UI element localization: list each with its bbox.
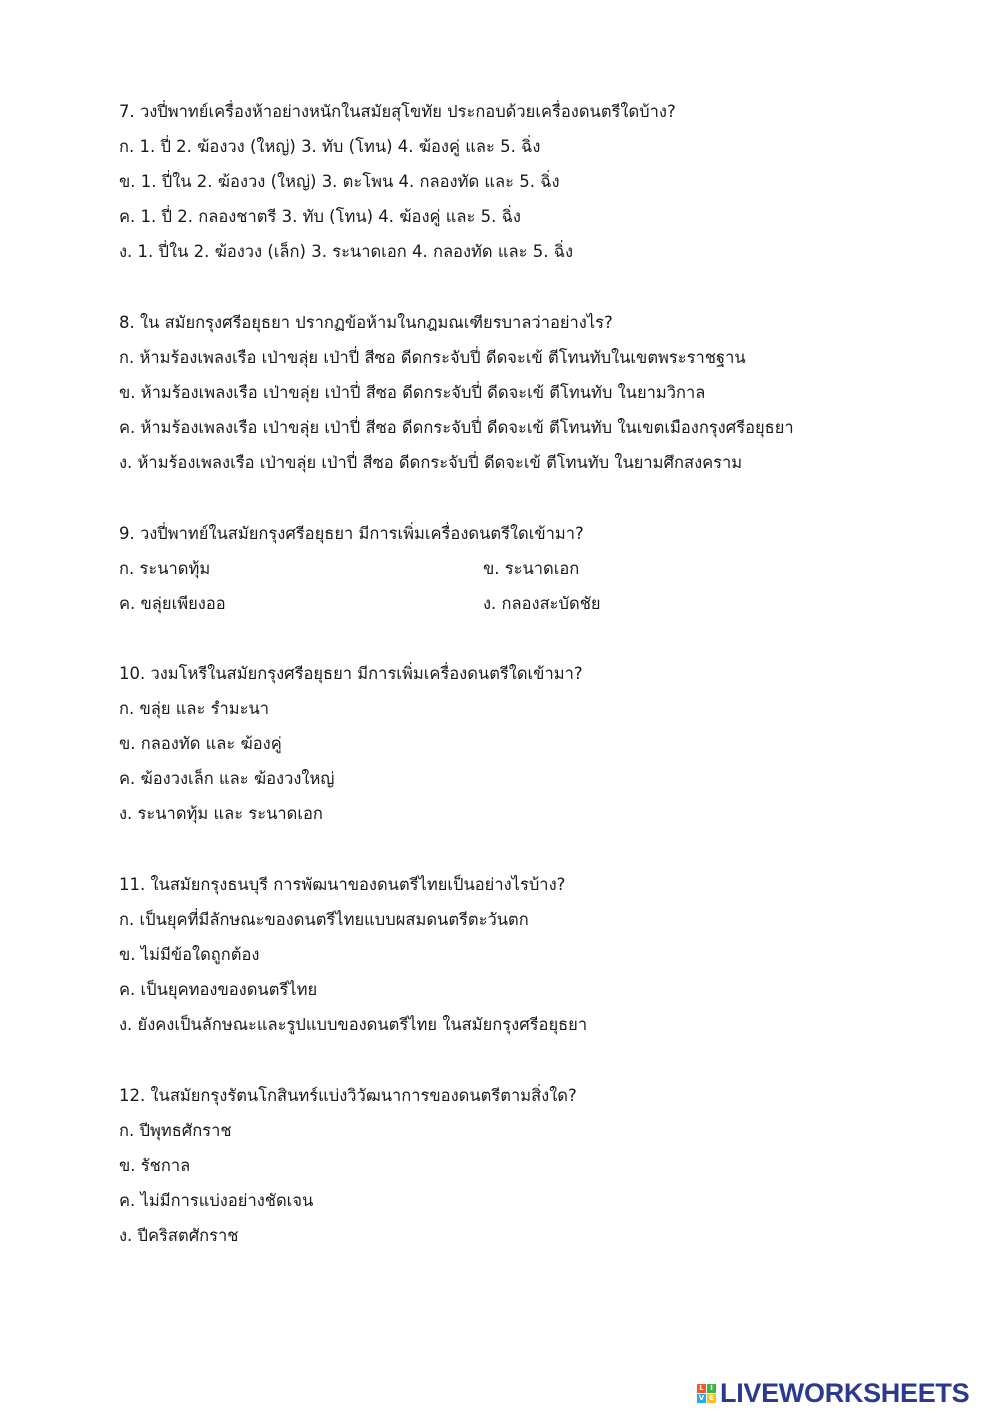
logo-mark-icon	[697, 1384, 716, 1403]
question-text: 10. วงมโหรีในสมัยกรุงศรีอยุธยา มีการเพิ่มเครื่องดนตรีใดเข้ามา?	[119, 664, 583, 683]
option-c[interactable]: ค. ฆ้องวงเล็ก และ ฆ้องวงใหญ่	[119, 769, 335, 788]
question-text: 11. ในสมัยกรุงธนบุรี การพัฒนาของดนตรีไทยเป็นอย่างไรบ้าง?	[119, 875, 566, 894]
option-c[interactable]: ค. ขลุ่ยเพียงออ	[119, 594, 226, 613]
logo-letter: V	[698, 1393, 705, 1402]
logo-text: LIVEWORKSHEETS	[720, 1377, 970, 1408]
option-c[interactable]: ค. ห้ามร้องเพลงเรือ เป่าขลุ่ย เป่าปี่ สีซอ ดีดกระจับปี่ ดีดจะเข้ ตีโทนทับ ในเขตเมืองกรุงศรีอยุธยา	[119, 418, 794, 437]
option-c[interactable]: ค. เป็นยุคทองของดนตรีไทย	[119, 980, 318, 999]
logo-letter: E	[707, 1394, 716, 1403]
option-d[interactable]: ง. กลองสะบัดชัย	[483, 594, 601, 613]
option-c[interactable]: ค. 1. ปี่ 2. กลองชาตรี 3. ทับ (โทน) 4. ฆ้องคู่ และ 5. ฉิ่ง	[119, 207, 521, 226]
options-row	[119, 551, 979, 586]
option-a[interactable]: ก. ห้ามร้องเพลงเรือ เป่าขลุ่ย เป่าปี่ สีซอ ดีดกระจับปี่ ดีดจะเข้ ตีโทนทับในเขตพระราชฐาน	[119, 348, 746, 367]
question-text: 9. วงปี่พาทย์ในสมัยกรุงศรีอยุธยา มีการเพิ่มเครื่องดนตรีใดเข้ามา?	[119, 524, 584, 543]
liveworksheets-logo	[697, 1378, 969, 1408]
options-row	[119, 586, 979, 621]
option-b[interactable]: ข. ห้ามร้องเพลงเรือ เป่าขลุ่ย เป่าปี่ สีซอ ดีดกระจับปี่ ดีดจะเข้ ตีโทนทับ ในยามวิกาล	[119, 383, 706, 402]
option-a[interactable]: ก. ปีพุทธศักราช	[119, 1121, 232, 1140]
option-d[interactable]: ง. ยังคงเป็นลักษณะและรูปแบบของดนตรีไทย ในสมัยกรุงศรีอยุธยา	[119, 1015, 588, 1034]
question-11	[119, 867, 979, 1042]
option-b[interactable]: ข. 1. ปี่ใน 2. ฆ้องวง (ใหญ่) 3. ตะโพน 4. กลองทัด และ 5. ฉิ่ง	[119, 172, 560, 191]
question-9	[119, 516, 979, 621]
question-text: 7. วงปี่พาทย์เครื่องห้าอย่างหนักในสมัยสุโขทัย ประกอบด้วยเครื่องดนตรีใดบ้าง?	[119, 102, 676, 121]
option-b[interactable]: ข. รัชกาล	[119, 1156, 191, 1175]
logo-letter: I	[707, 1384, 716, 1393]
option-b[interactable]: ข. ไม่มีข้อใดถูกต้อง	[119, 945, 260, 964]
question-8	[119, 305, 979, 480]
option-a[interactable]: ก. ขลุ่ย และ รำมะนา	[119, 699, 270, 718]
option-b[interactable]: ข. ระนาดเอก	[483, 559, 580, 578]
option-d[interactable]: ง. ปีคริสตศักราช	[119, 1226, 239, 1245]
logo-letter: L	[697, 1384, 706, 1393]
question-7	[119, 94, 979, 269]
question-text: 12. ในสมัยกรุงรัตนโกสินทร์แบ่งวิวัฒนาการของดนตรีตามสิ่งใด?	[119, 1086, 577, 1105]
option-a[interactable]: ก. เป็นยุคที่มีลักษณะของดนตรีไทยแบบผสมดนตรีตะวันตก	[119, 910, 529, 929]
option-d[interactable]: ง. ห้ามร้องเพลงเรือ เป่าขลุ่ย เป่าปี่ สีซอ ดีดกระจับปี่ ดีดจะเข้ ตีโทนทับ ในยามศึกสงคราม	[119, 453, 743, 472]
question-10	[119, 656, 979, 831]
option-b[interactable]: ข. กลองทัด และ ฆ้องคู่	[119, 734, 282, 753]
option-a[interactable]: ก. ระนาดทุ้ม	[119, 559, 211, 578]
option-d[interactable]: ง. 1. ปี่ใน 2. ฆ้องวง (เล็ก) 3. ระนาดเอก 4. กลองทัด และ 5. ฉิ่ง	[119, 242, 573, 261]
question-text: 8. ใน สมัยกรุงศรีอยุธยา ปรากฏข้อห้ามในกฎมณเฑียรบาลว่าอย่างไร?	[119, 313, 613, 332]
option-c[interactable]: ค. ไม่มีการแบ่งอย่างชัดเจน	[119, 1191, 314, 1210]
option-a[interactable]: ก. 1. ปี่ 2. ฆ้องวง (ใหญ่) 3. ทับ (โทน) 4. ฆ้องคู่ และ 5. ฉิ่ง	[119, 137, 541, 156]
question-12	[119, 1078, 979, 1253]
option-d[interactable]: ง. ระนาดทุ้ม และ ระนาดเอก	[119, 804, 323, 823]
